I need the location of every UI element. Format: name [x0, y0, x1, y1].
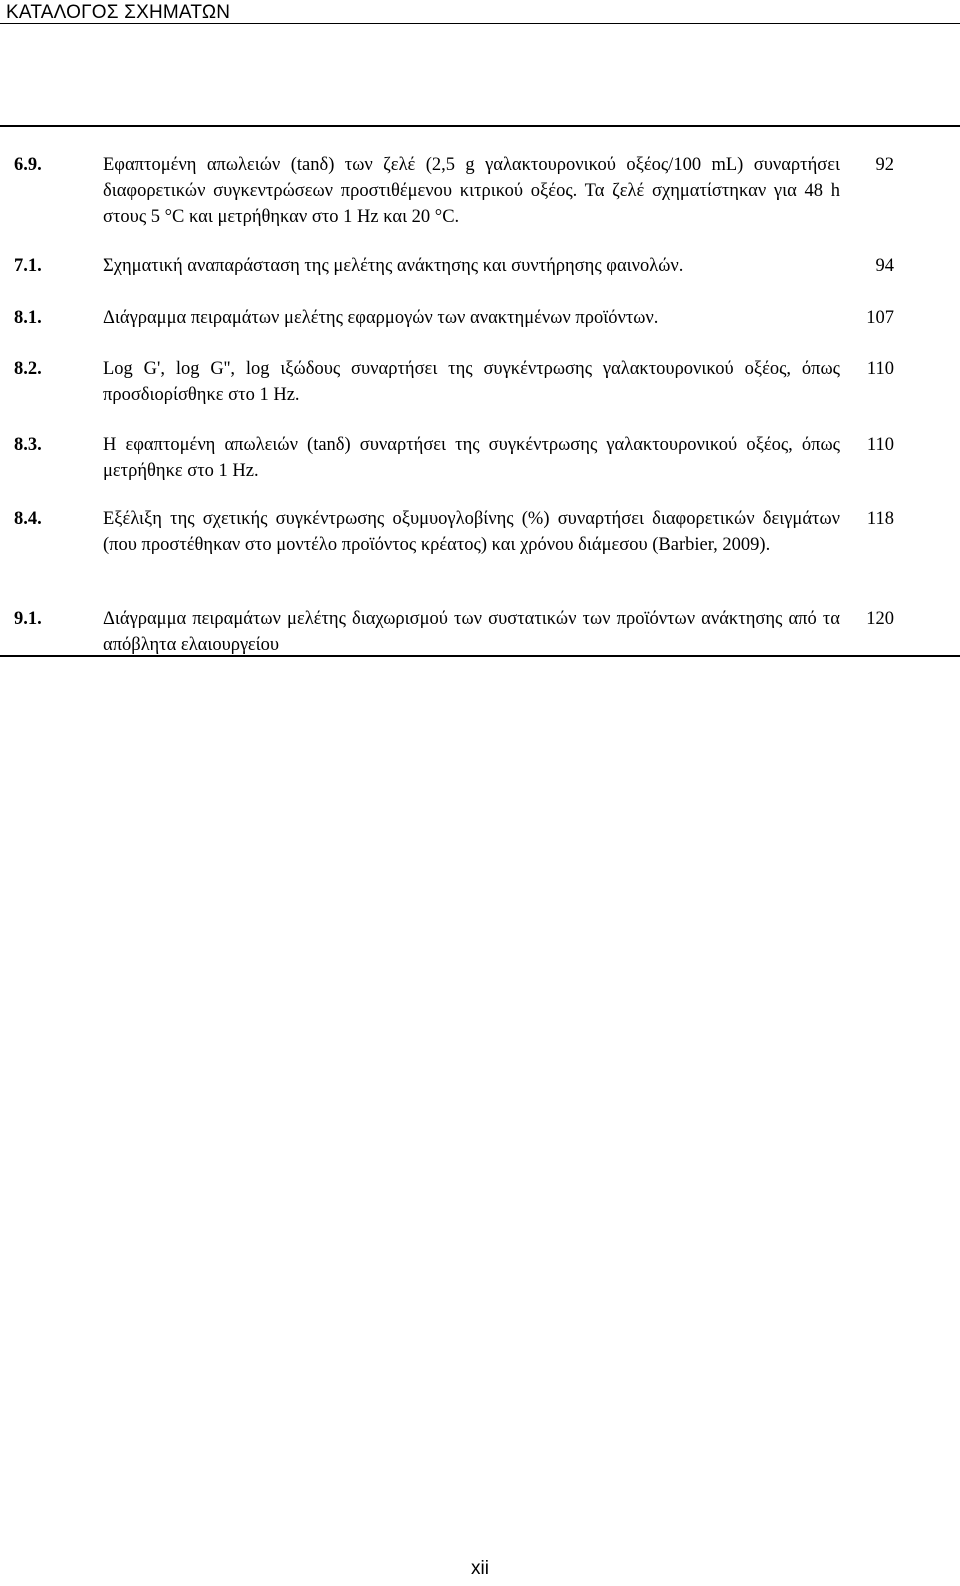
entry-number: 8.2. — [14, 359, 42, 379]
entry-number: 8.3. — [14, 435, 42, 455]
entry-caption: Σχηματική αναπαράσταση της μελέτης ανάκτησης και συντήρησης φαινολών. — [103, 256, 684, 276]
entry-page: 94 — [875, 256, 894, 276]
table-top-divider — [0, 125, 960, 127]
header-divider — [0, 23, 960, 24]
entry-page: 110 — [866, 359, 894, 379]
entry-number: 6.9. — [14, 155, 42, 175]
entry-caption: Η εφαπτομένη απωλειών (tanδ) συναρτήσει της συγκέντρωσης γαλακτουρονικού οξέος, όπως μετρήθηκε στο 1 Hz. — [103, 435, 840, 481]
entry-caption: Εξέλιξη της σχετικής συγκέντρωσης οξυμυογλοβίνης (%) συναρτήσει διαφορετικών δειγμάτων (που προστέθηκαν στο μοντέλο προϊόντος κρέατος) και χρόνου διάμεσου (Barbier, 2009). — [103, 509, 840, 555]
page-number: xii — [471, 1558, 489, 1579]
entry-page: 118 — [866, 509, 894, 529]
entry-caption: Εφαπτομένη απωλειών (tanδ) των ζελέ (2,5 g γαλακτουρονικού οξέος/100 mL) συναρτήσει διαφορετικών συγκεντρώσεων προστιθέμενου κιτρικού οξέος. Τα ζελέ σχηματίστηκαν για 48 h στους 5 °C και μετρήθηκαν στο 1 Hz και 20 °C. — [103, 155, 840, 227]
entry-caption: Διάγραμμα πειραμάτων μελέτης διαχωρισμού των συστατικών των προϊόντων ανάκτησης από τα απόβλητα ελαιουργείου — [103, 609, 840, 655]
entry-number: 9.1. — [14, 609, 42, 629]
page-header-title: ΚΑΤΑΛΟΓΟΣ ΣΧΗΜΑΤΩΝ — [6, 2, 231, 23]
entry-page: 120 — [866, 609, 894, 629]
entry-number: 8.1. — [14, 308, 42, 328]
entry-page: 110 — [866, 435, 894, 455]
entry-page: 107 — [866, 308, 894, 328]
entry-number: 7.1. — [14, 256, 42, 276]
entry-page: 92 — [875, 155, 894, 175]
entry-number: 8.4. — [14, 509, 42, 529]
entry-caption: Διάγραμμα πειραμάτων μελέτης εφαρμογών των ανακτημένων προϊόντων. — [103, 308, 659, 328]
entry-caption: Log G', log G'', log ιξώδους συναρτήσει της συγκέντρωσης γαλακτουρονικού οξέος, όπως προσδιορίσθηκε στο 1 Hz. — [103, 359, 840, 405]
table-bottom-divider — [0, 655, 960, 657]
